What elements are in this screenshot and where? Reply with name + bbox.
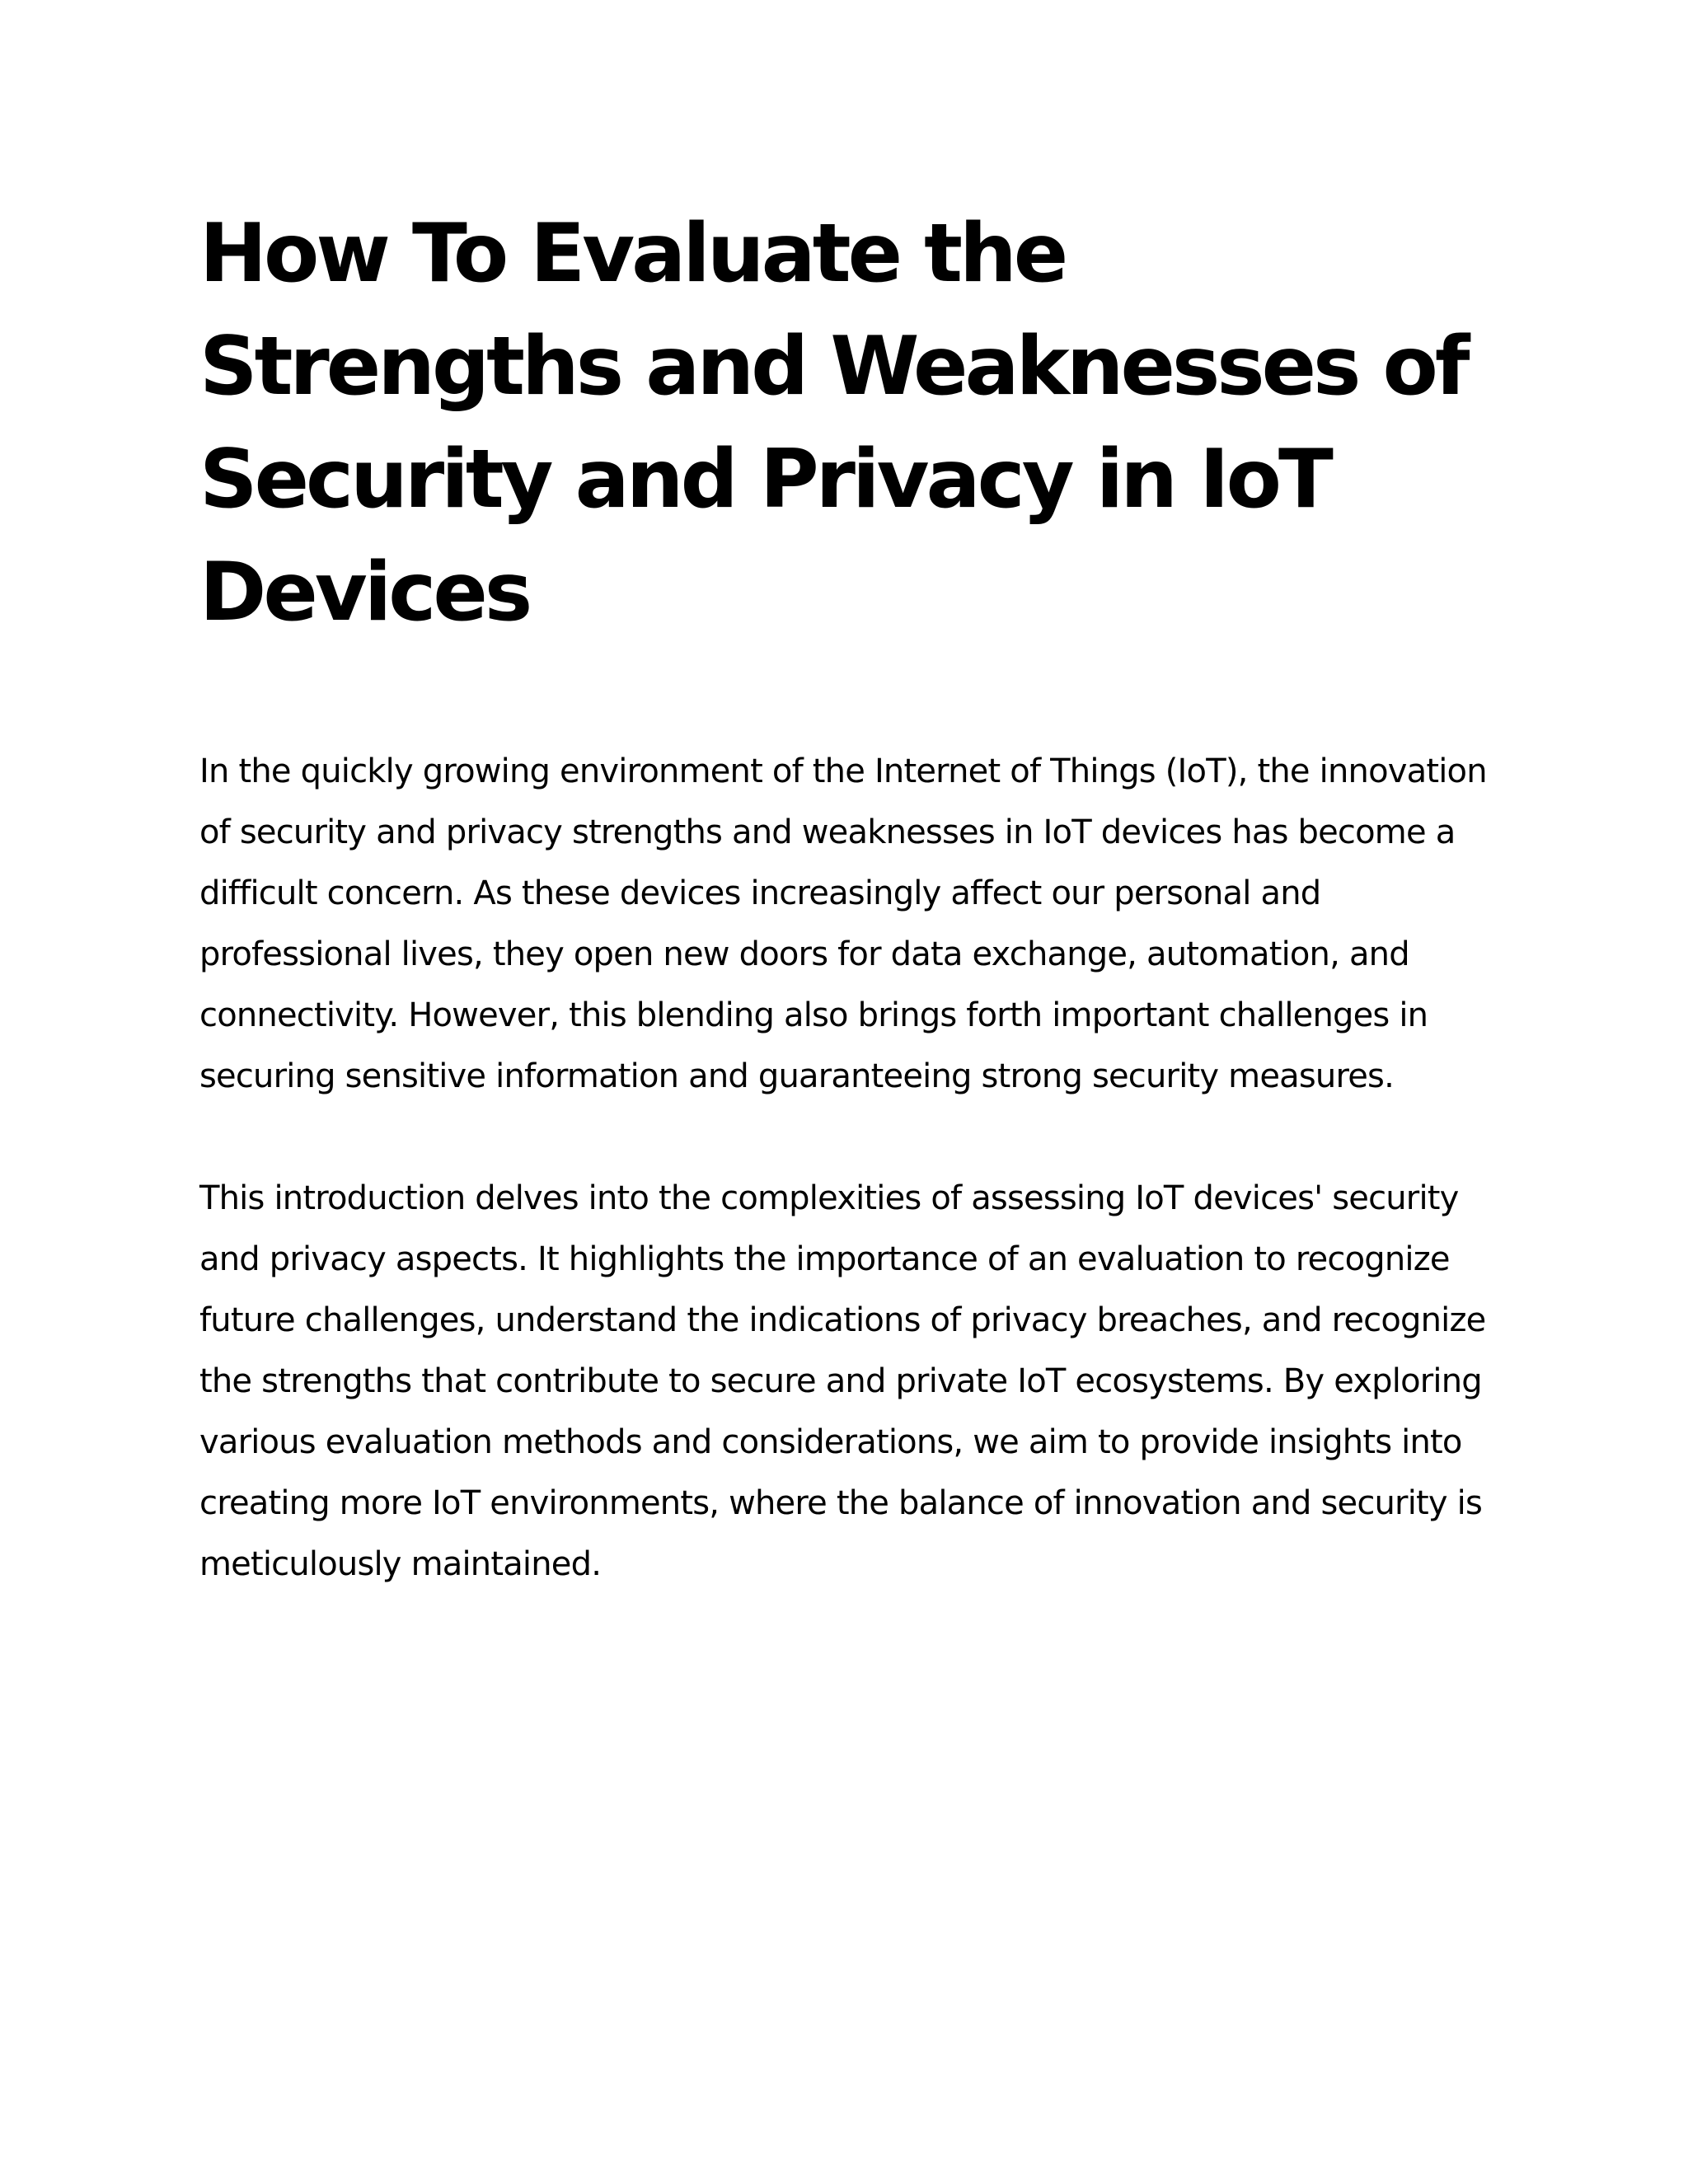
document-content	[199, 198, 1502, 1595]
intro-paragraph-1: In the quickly growing environment of the Internet of Things (IoT), the innovation of security and privacy strengths and weaknesses in IoT devices has become a difficult concern. As these devices increasingly affect our personal and professional lives, they open new doors for data exchange, automation, and connectivity. However, this blending also brings forth important challenges in securing sensitive information and guaranteeing strong security measures.	[199, 752, 1487, 1095]
intro-paragraph-2: This introduction delves into the complexities of assessing IoT devices' security and privacy aspects. It highlights the importance of an evaluation to recognize future challenges, understand the indications of privacy breaches, and recognize the strengths that contribute to secure and private IoT ecosystems. By exploring various evaluation methods and considerations, we aim to provide insights into creating more IoT environments, where the balance of innovation and security is meticulously maintained.	[199, 1179, 1486, 1583]
document-title: How To Evaluate the Strengths and Weaknesses of Security and Privacy in IoT Devices	[199, 207, 1467, 640]
